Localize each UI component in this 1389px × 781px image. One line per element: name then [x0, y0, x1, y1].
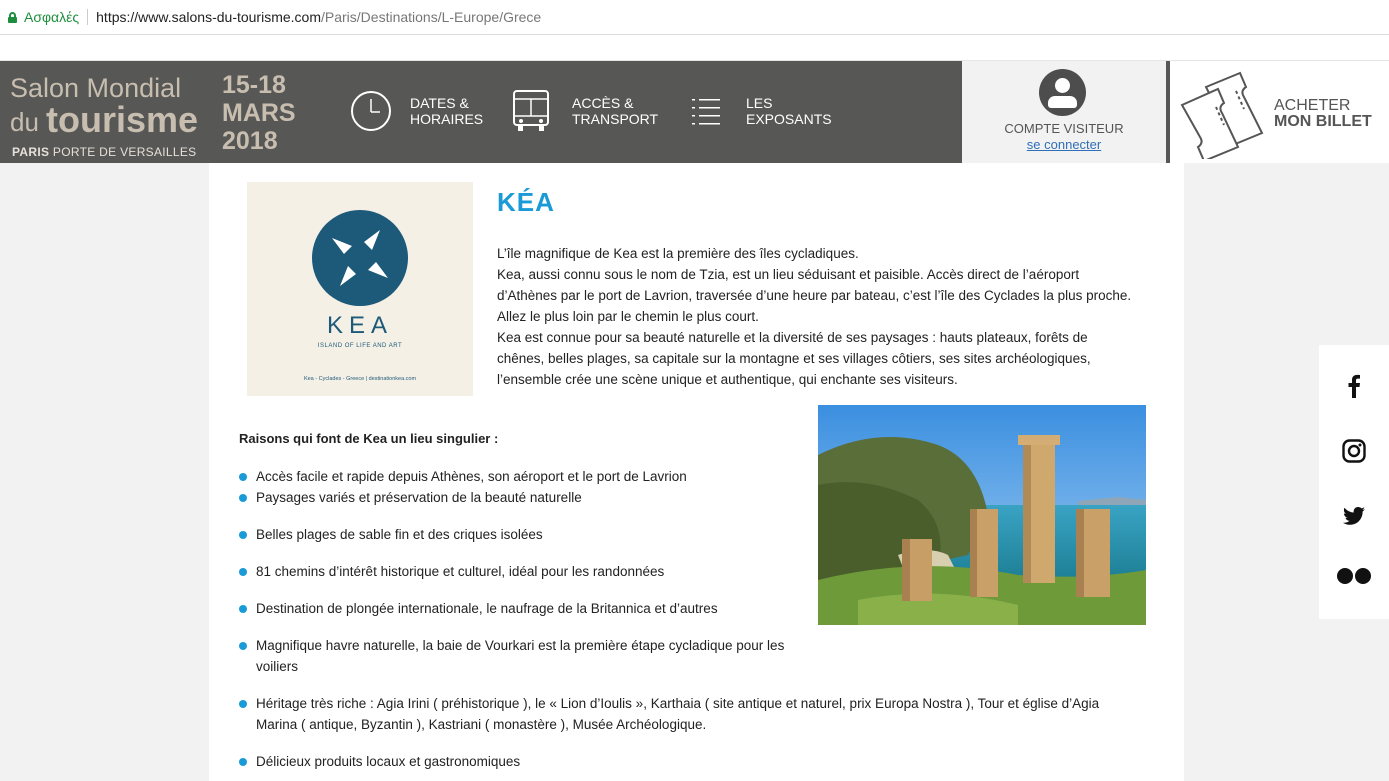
list-item	[239, 466, 687, 487]
kea-tagline: ISLAND OF LIFE AND ART	[317, 343, 403, 349]
intro-paragraph-3: Kea est connue pour sa beauté naturelle et la diversité de ses paysages : hauts plateaux, forêts de chênes, belles plages, sa capitale sur la montagne et ses villages côtiers, ses sites archéologiques, l’ensemble crée une scène unique et authentique, qui enchante ses visiteurs.	[497, 330, 1091, 387]
flickr-icon[interactable]	[1336, 563, 1372, 589]
temple-photo	[818, 405, 1146, 625]
list-item-text: Belles plages de sable fin et des criques isolées	[256, 527, 543, 542]
twitter-icon[interactable]	[1341, 503, 1367, 529]
kea-emblem-icon	[310, 208, 410, 308]
logo-year: 2018	[222, 127, 278, 155]
bus-icon	[512, 89, 550, 133]
list-item-text: Paysages variés et préservation de la beauté naturelle	[256, 490, 582, 505]
list-item	[239, 693, 1134, 735]
buy-ticket-button[interactable]	[1170, 61, 1389, 163]
lock-icon	[8, 12, 17, 23]
list-item-text: Accès facile et rapide depuis Athènes, son aéroport et le port de Lavrion	[256, 469, 687, 484]
url-path[interactable]: /Paris/Destinations/L-Europe/Grece	[321, 9, 542, 25]
address-bar[interactable]	[0, 0, 1389, 35]
nav-acces-transport[interactable]	[512, 89, 682, 133]
bullet-dot	[239, 494, 247, 502]
list-item	[239, 598, 718, 619]
logo-dates	[222, 71, 296, 155]
bullet-dot	[239, 700, 247, 708]
kea-wordmark: KEA	[326, 312, 394, 339]
kea-footer: Kea - Cyclades - Greece | destinationkea.com	[303, 376, 417, 382]
bullet-dot	[239, 642, 247, 650]
separator	[87, 9, 88, 25]
list-item	[239, 751, 520, 772]
nav-dates-horaires[interactable]	[350, 89, 520, 133]
logo-line2a: du	[10, 107, 39, 137]
main-content	[209, 163, 1184, 781]
login-link[interactable]: se connecter	[1026, 137, 1102, 152]
list-item-text: Magnifique havre naturelle, la baie de Vourkari est la première étape cycladique pour les voiliers	[256, 638, 785, 674]
list-item-text: Destination de plongée internationale, le naufrage de la Britannica et d’autres	[256, 601, 718, 616]
social-sidebar	[1319, 345, 1389, 619]
nav-exposants[interactable]	[692, 89, 856, 133]
account-title: COMPTE VISITEUR	[1004, 121, 1124, 136]
list-item	[239, 635, 799, 677]
url-host[interactable]: https://www.salons-du-tourisme.com	[96, 9, 321, 25]
list-icon	[692, 96, 720, 126]
logo-days: 15-18	[222, 71, 286, 99]
user-avatar-icon	[1039, 69, 1086, 116]
intro-text	[497, 243, 1137, 390]
site-header	[0, 61, 1389, 163]
list-item-text: Héritage très riche : Agia Irini ( préhistorique ), le « Lion d’Ioulis », Karthaia ( site antique et naturel, prix Europa Nostra ), Tour et église d’Agia Marina ( antique, Byzantin ), Kastriani ( monastère ), Musée Archéologique.	[256, 696, 1100, 732]
logo-line1: Salon Mondial	[10, 73, 182, 103]
nav-label-exposants: LES EXPOSANTS	[746, 95, 832, 127]
bullet-dot	[239, 531, 247, 539]
page-title: KÉA	[497, 187, 555, 217]
bullet-dot	[239, 605, 247, 613]
list-item	[239, 487, 582, 508]
salon-logo[interactable]	[10, 71, 320, 157]
kea-logo-card	[247, 182, 473, 396]
list-item-text: 81 chemins d’intérêt historique et culturel, idéal pour les randonnées	[256, 564, 665, 579]
bookmarks-bar	[0, 35, 1389, 61]
list-item-text: Délicieux produits locaux et gastronomiques	[256, 754, 521, 769]
nav-label-dates: DATES & HORAIRES	[410, 95, 484, 127]
clock-icon	[350, 90, 392, 132]
list-item	[239, 524, 543, 545]
intro-paragraph-2: Kea, aussi connu sous le nom de Tzia, est un lieu séduisant et paisible. Accès direct de l’aéroport d’Athènes par le port de Lavrion, traversée d’une heure par bateau, c’est l’île des Cyclades la plus proche. Allez le plus loin par le chemin le plus court.	[497, 267, 1132, 324]
ticket-icon	[1176, 67, 1268, 159]
bullet-dot	[239, 758, 247, 766]
bullet-dot	[239, 568, 247, 576]
nav-label-transport: ACCÈS & TRANSPORT	[572, 95, 659, 127]
logo-venue: PORTE DE VERSAILLES	[49, 145, 197, 159]
facebook-icon[interactable]	[1341, 373, 1367, 399]
logo-month: MARS	[222, 99, 296, 127]
logo-line3	[12, 145, 196, 159]
intro-paragraph-1: L’île magnifique de Kea est la première des îles cycladiques.	[497, 246, 859, 261]
reasons-title: Raisons qui font de Kea un lieu singulier :	[239, 431, 499, 446]
instagram-icon[interactable]	[1341, 438, 1367, 464]
visitor-account[interactable]	[962, 61, 1166, 163]
logo-city: PARIS	[12, 145, 50, 159]
logo-line2b: tourisme	[46, 99, 199, 140]
bullet-dot	[239, 473, 247, 481]
list-item	[239, 561, 664, 582]
secure-label: Ασφαλές	[24, 9, 80, 25]
ticket-line1: ACHETER	[1274, 97, 1351, 114]
ticket-line2: MON BILLET	[1274, 113, 1372, 130]
